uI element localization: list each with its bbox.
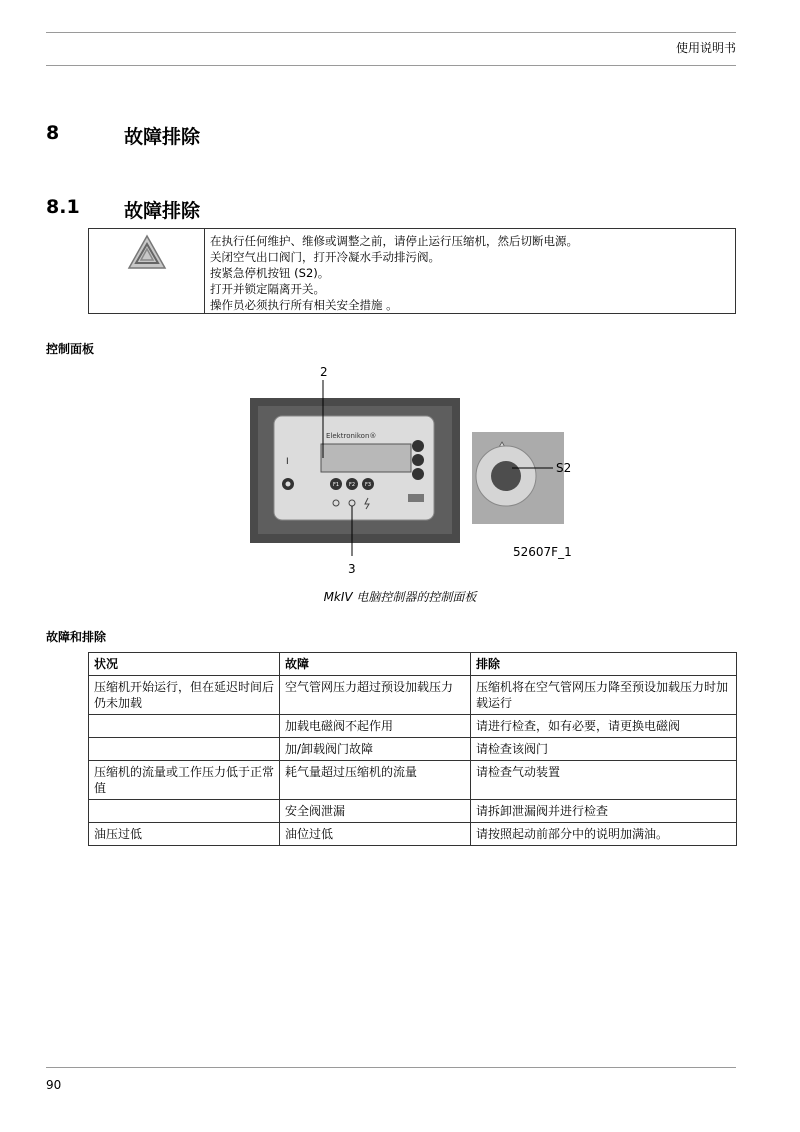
table-cell <box>89 715 280 738</box>
table-cell: 压缩机的流量或工作压力低于正常值 <box>89 761 280 800</box>
callout-s2: S2 <box>556 461 572 475</box>
table-row <box>89 761 737 800</box>
page-number: 90 <box>46 1078 62 1092</box>
subsection-title: 故障排除 <box>124 200 201 222</box>
warning-line: 按紧急停机按钮 (S2)。 <box>210 266 330 280</box>
column-header: 排除 <box>471 653 737 676</box>
arrow-up-button[interactable] <box>412 440 424 452</box>
table-row <box>89 715 737 738</box>
table-cell <box>89 738 280 761</box>
emergency-stop-button[interactable] <box>491 461 521 491</box>
subsection-number: 8.1 <box>46 196 80 218</box>
table-cell: 请检查该阀门 <box>471 738 737 761</box>
column-header: 状况 <box>89 653 280 676</box>
table-cell: 安全阀泄漏 <box>280 800 471 823</box>
f3-label: F3 <box>364 482 372 488</box>
warning-line: 打开并锁定隔离开关。 <box>210 282 325 296</box>
warning-line: 关闭空气出口阀门，打开冷凝水手动排污阀。 <box>210 250 440 264</box>
table-row <box>89 823 737 846</box>
table-row <box>89 800 737 823</box>
brand-logo <box>408 494 424 502</box>
table-cell: 请进行检查，如有必要，请更换电磁阀 <box>471 715 737 738</box>
f1-label: F1 <box>332 482 340 488</box>
table-cell: 加/卸载阀门故障 <box>280 738 471 761</box>
control-panel-figure <box>250 360 610 580</box>
table-cell: 加载电磁阀不起作用 <box>280 715 471 738</box>
faults-heading: 故障和排除 <box>46 630 107 644</box>
arrow-down-button[interactable] <box>412 468 424 480</box>
controller-brand: Elektronikon® <box>326 432 377 440</box>
start-button-mark[interactable]: I <box>286 457 289 467</box>
figure-caption: MkIV 电脑控制器的控制面板 <box>323 590 477 604</box>
figure-id: 52607F_1 <box>513 545 572 559</box>
warning-line: 操作员必须执行所有相关安全措施 。 <box>210 298 398 312</box>
warning-triangle-icon <box>127 234 167 270</box>
table-row <box>89 738 737 761</box>
callout-2: 2 <box>320 365 328 379</box>
callout-3: 3 <box>348 562 356 576</box>
table-cell: 耗气量超过压缩机的流量 <box>280 761 471 800</box>
table-cell: 油位过低 <box>280 823 471 846</box>
f2-label: F2 <box>348 482 356 488</box>
table-cell: 压缩机将在空气管网压力降至预设加载压力时加载运行 <box>471 676 737 715</box>
header-rule-top <box>46 32 736 33</box>
table-cell: 油压过低 <box>89 823 280 846</box>
table-cell: 请按照起动前部分中的说明加满油。 <box>471 823 737 846</box>
table-cell: 空气管网压力超过预设加载压力 <box>280 676 471 715</box>
warning-icon-cell <box>89 229 205 313</box>
control-panel-heading: 控制面板 <box>46 342 95 356</box>
control-panel-illustration <box>250 360 610 580</box>
header-title: 使用说明书 <box>675 41 736 55</box>
table-row <box>89 676 737 715</box>
table-header-row <box>89 653 737 676</box>
table-cell: 请拆卸泄漏阀并进行检查 <box>471 800 737 823</box>
display-screen <box>321 444 411 472</box>
footer-rule <box>46 1067 736 1068</box>
tab-button[interactable] <box>412 454 424 466</box>
table-cell: 压缩机开始运行，但在延迟时间后仍未加载 <box>89 676 280 715</box>
header-rule-bottom <box>46 65 736 66</box>
column-header: 故障 <box>280 653 471 676</box>
table-cell: 请检查气动装置 <box>471 761 737 800</box>
warning-line: 在执行任何维护、维修或调整之前，请停止运行压缩机，然后切断电源。 <box>210 234 578 248</box>
warning-text <box>205 229 583 313</box>
safety-warning-box <box>88 228 736 314</box>
table-cell <box>89 800 280 823</box>
section-title: 故障排除 <box>124 126 201 148</box>
faults-table <box>88 652 737 846</box>
section-number: 8 <box>46 122 60 144</box>
